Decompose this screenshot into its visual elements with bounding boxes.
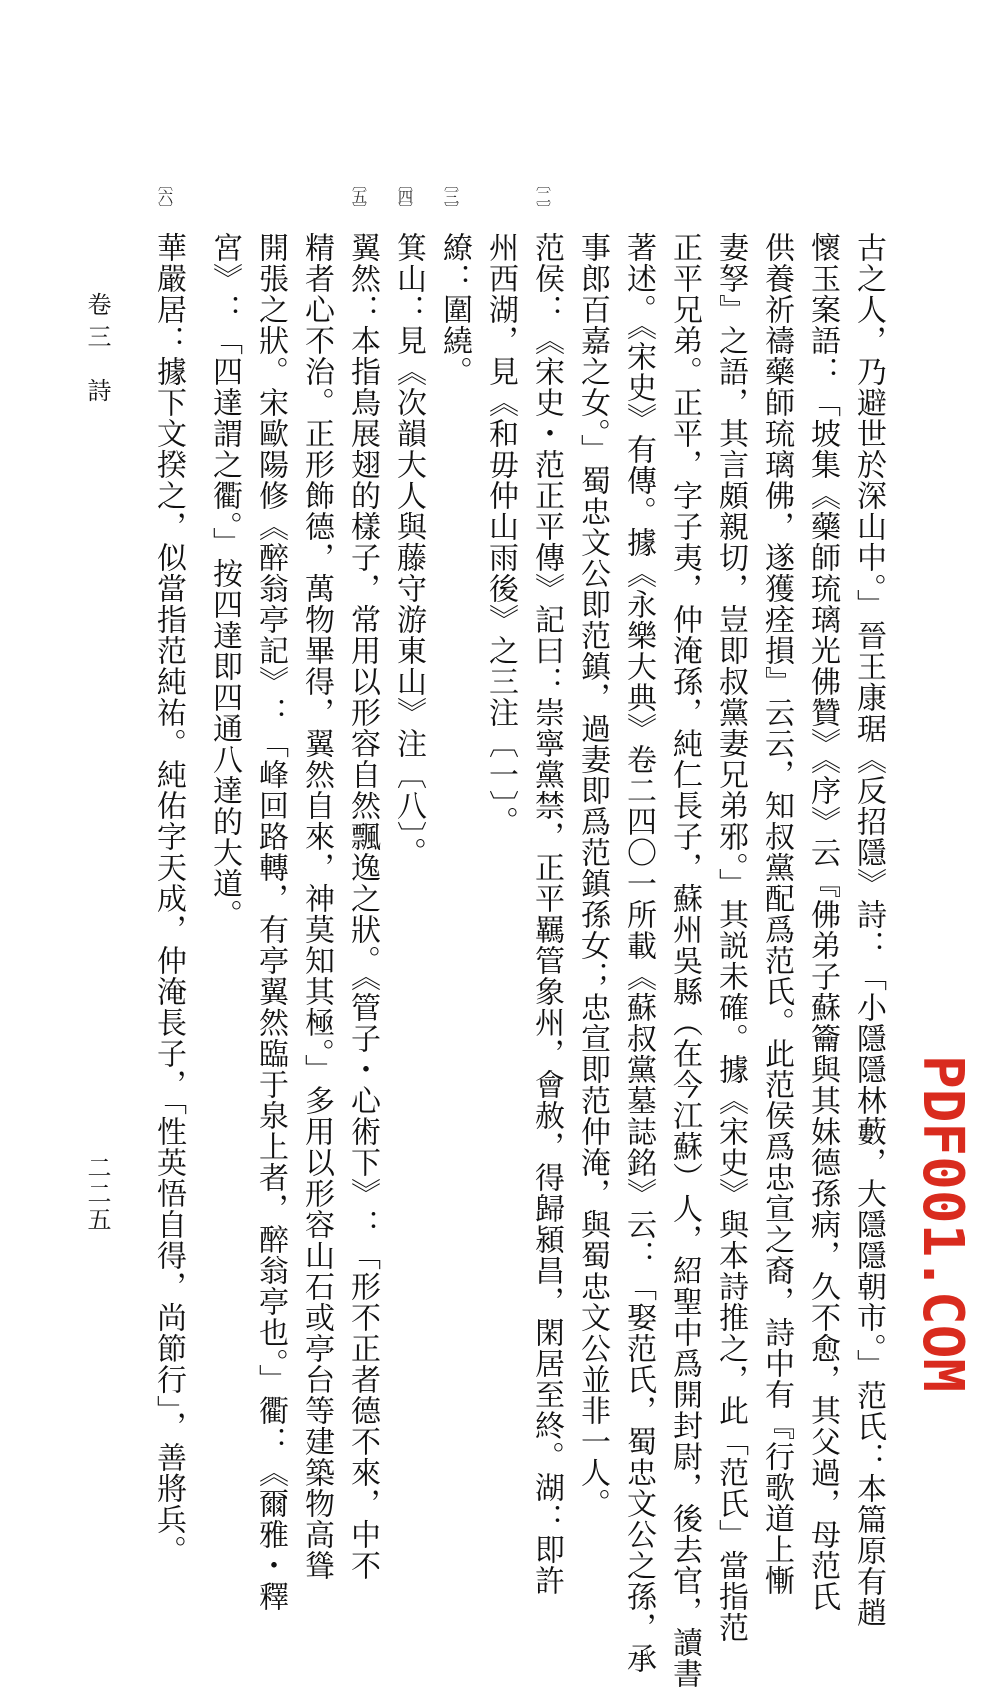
running-header: [80, 292, 115, 410]
note-5-line-2: 精者心不治。正形飾德，萬物畢得，翼然自來，神莫知其極。」多用以形容山石或亭台等建築物高聳: [299, 232, 334, 1581]
note-1-line-4: 妻孥』之語，其言頗親切，豈即叔黨妻兄弟邪。」其説未確。據《宋史》與本詩推之，此「范氏」當指范: [713, 232, 748, 1643]
note-3-line-1: 繚：圍繞。: [437, 232, 472, 387]
note-1-line-2: 懷玉案語：「坡集《藥師琉璃光佛贊》《序》云『佛弟子蘇籥與其妹德孫病，久不愈，其父過，母范氏: [805, 232, 840, 1612]
page-number: 二二五: [83, 1155, 111, 1233]
note-1-line-5: 正平兄弟。正平，字子夷，仲淹孫，純仁長子，蘇州吳縣（在今江蘇）人，紹聖中爲開封尉，後去官，讀書: [667, 232, 702, 1689]
note-marker-6: 〔六〕: [156, 176, 174, 215]
note-marker-3: 〔三〕: [442, 176, 460, 215]
note-5-line-1: 翼然：本指鳥展翅的樣子，常用以形容自然飄逸之狀。《管子・心術下》：「形不正者德不來，中不: [345, 232, 380, 1581]
note-5-line-3: 開張之狀。宋歐陽修《醉翁亭記》：「峰回路轉，有亭翼然臨于泉上者，醉翁亭也。」衢：《爾雅・釋: [253, 232, 288, 1612]
note-1-line-3: 供養祈禱藥師琉璃佛，遂獲痊損』云云，知叔黨配爲范氏。此范侯爲忠宣之裔，詩中有『行歌道上慚: [759, 232, 794, 1596]
note-1-line-6: 著述。《宋史》有傳。據《永樂大典》卷二四〇一所載《蘇叔黨墓誌銘》云：「娶范氏，蜀忠文公之孫，承: [621, 232, 656, 1674]
note-4-line-1: 箕山：見《次韻大人與藤守游東山》注〔八〕。: [391, 232, 426, 868]
note-marker-2: 〔二〕: [534, 176, 552, 215]
note-5-line-4: 宮》：「四達謂之衢。」按四達即四通八達的大道。: [207, 232, 242, 930]
watermark-logo: [910, 1055, 975, 1393]
note-2-line-1: 范侯：《宋史・范正平傳》記曰：崇寧黨禁，正平羈管象州，會赦，得歸潁昌，閑居至終。湖：即許: [529, 232, 564, 1596]
note-2-line-2: 州西湖，見《和毋仲山雨後》之三注〔一〕。: [483, 232, 518, 837]
header-section: 詩: [83, 378, 111, 410]
header-volume: 卷三: [83, 292, 111, 356]
note-marker-5: 〔五〕: [350, 176, 368, 215]
note-marker-4: 〔四〕: [396, 176, 414, 215]
watermark-text: PDF001.COM: [910, 1055, 975, 1393]
note-1-line-7: 事郎百嘉之女。」蜀忠文公即范鎮，過妻即爲范鎮孫女；忠宣即范仲淹，與蜀忠文公並非一人。: [575, 232, 610, 1519]
note-1-line-1: 古之人，乃避世於深山中。」晉王康琚《反招隱》詩：「小隱隱林藪，大隱隱朝市。」范氏：本篇原有趙: [851, 232, 886, 1628]
note-6-line-1: 華嚴居：據下文揆之，似當指范純祐。純佑字天成，仲淹長子，「性英悟自得，尚節行」，善將兵。: [151, 232, 186, 1566]
